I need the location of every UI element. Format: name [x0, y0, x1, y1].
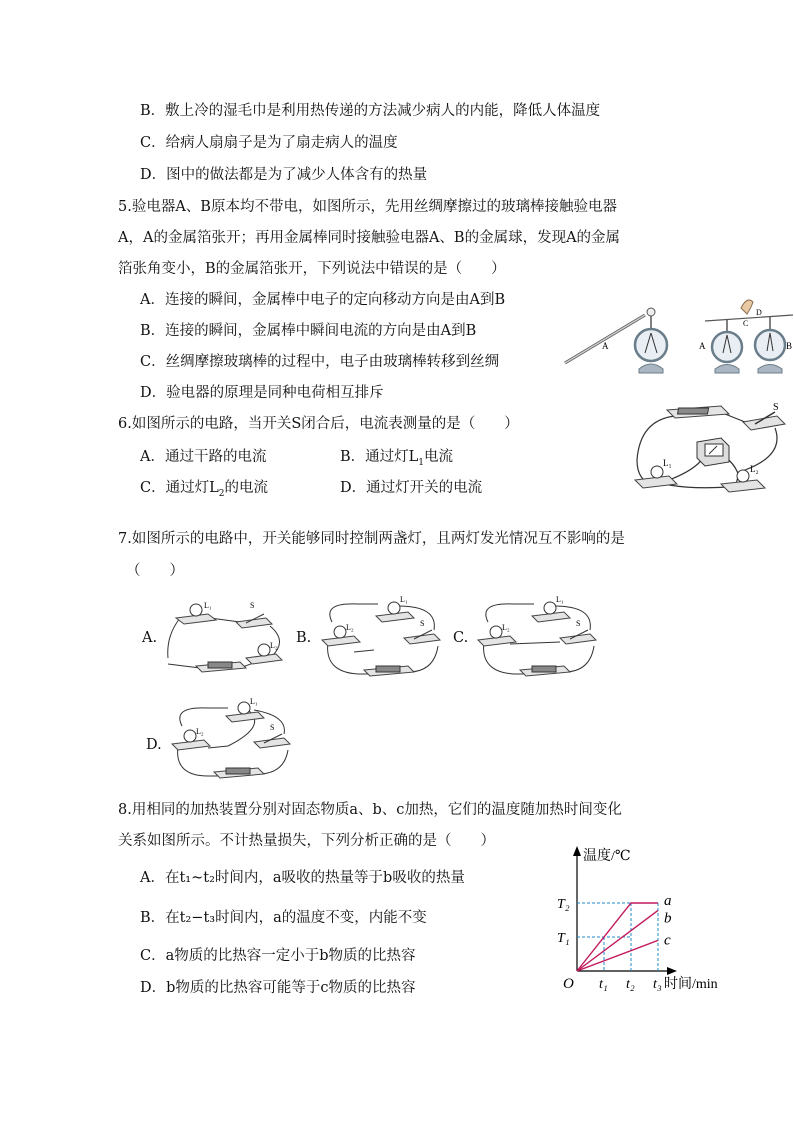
hand-icon	[741, 300, 753, 314]
label-s: S	[576, 619, 581, 628]
y-axis-arrow	[573, 846, 581, 856]
label-c: C	[743, 319, 749, 328]
q5-electroscope-figure	[555, 293, 794, 388]
q7-label-d: D.	[146, 737, 162, 753]
label-l1: L₁	[400, 595, 408, 604]
q8-option-a: A．在t₁~t₂时间内，a吸收的热量等于b吸收的热量	[140, 870, 465, 886]
q7-label-c: C.	[453, 630, 469, 646]
q7-label-a: A.	[142, 630, 158, 646]
q5-stem-line2: A，A的金属箔张开；再用金属棒同时接触验电器A、B的金属球，发现A的金属	[118, 230, 621, 246]
ammeter-icon	[697, 438, 729, 466]
label-l2: L₂	[502, 623, 510, 632]
label-s: S	[250, 601, 255, 610]
label-b: B	[786, 341, 793, 351]
q6-option-d: D．通过灯开关的电流	[340, 480, 483, 496]
q5-stem-line3: 箔张角变小，B的金属箔张开，下列说法中错误的是（ ）	[118, 261, 506, 277]
label-s: S	[420, 619, 425, 628]
q6-stem: 6.如图所示的电路，当开关S闭合后，电流表测量的是（ ）	[118, 416, 519, 432]
q7-label-b: B.	[296, 630, 312, 646]
label-l2: L₂	[196, 727, 204, 736]
x-tick-3: t₃	[653, 977, 662, 992]
metal-rod	[705, 315, 793, 321]
q6-circuit-figure	[625, 400, 790, 505]
label-d: D	[756, 308, 762, 317]
lamp-l2	[721, 464, 765, 492]
electroscope-b	[755, 317, 792, 373]
q8-option-d: D．b物质的比热容可能等于c物质的比热容	[140, 980, 416, 996]
y-tick-1: T₁	[557, 931, 570, 946]
q8-temperature-chart	[555, 838, 755, 998]
series-label-a: a	[664, 893, 672, 909]
q6-option-a: A．通过干路的电流	[140, 449, 267, 465]
label-l1: L₁	[204, 601, 212, 610]
label-s: S	[270, 723, 275, 732]
q6-option-b: B．通过灯$L_1$电流	[340, 449, 454, 468]
q4-option-d: D．图中的做法都是为了减少人体含有的热量	[140, 167, 428, 183]
q5-option-b: B．连接的瞬间，金属棒中瞬间电流的方向是由A到B	[140, 323, 477, 339]
label-a2: A	[699, 341, 706, 351]
q5-stem-line1: 5.验电器A、B原本均不带电，如图所示，先用丝绸摩擦过的玻璃棒接触验电器	[118, 199, 617, 215]
electroscope-a-left	[602, 308, 667, 373]
q7-circuit-a	[160, 596, 290, 676]
label-l1: L₁	[663, 458, 672, 468]
q8-option-c: C．a物质的比热容一定小于b物质的比热容	[140, 948, 416, 964]
label-l1: L₁	[556, 595, 564, 604]
q8-stem-line2: 关系如图所示。不计热量损失，下列分析正确的是（ ）	[118, 833, 495, 849]
q5-option-d: D．验电器的原理是同种电荷相互排斥	[140, 385, 384, 401]
q5-option-a: A．连接的瞬间，金属棒中电子的定向移动方向是由A到B	[140, 292, 506, 308]
switch-icon	[743, 402, 785, 430]
battery-icon	[667, 406, 729, 418]
q4-option-b: B．敷上冷的湿毛巾是利用热传递的方法减少病人的内能，降低人体温度	[140, 103, 601, 119]
q8-option-b: B．在t₂−t₃时间内，a的温度不变，内能不变	[140, 910, 427, 926]
label-s: S	[773, 402, 779, 413]
q7-stem-line1: 7.如图所示的电路中，开关能够同时控制两盏灯，且两灯发光情况互不影响的是	[118, 531, 625, 547]
q5-option-c: C．丝绸摩擦玻璃棒的过程中，电子由玻璃棒转移到丝绸	[140, 354, 500, 370]
lamp-l1	[635, 458, 677, 488]
y-axis-title: 温度/℃	[583, 849, 631, 864]
q7-circuit-b	[318, 592, 448, 678]
series-label-c: c	[664, 932, 671, 949]
x-tick-1: t₁	[599, 977, 608, 992]
axis-labels	[557, 847, 718, 992]
label-l1: L₁	[250, 697, 258, 706]
label-l2: L₂	[750, 464, 759, 474]
y-tick-2: T₂	[557, 897, 570, 912]
q7-circuit-c	[474, 592, 604, 678]
x-axis-arrow	[667, 967, 677, 975]
q7-stem-line2: （ ）	[126, 563, 184, 579]
series-label-b: b	[664, 910, 672, 927]
label-l2: L₂	[270, 641, 278, 650]
label-a1: A	[602, 341, 609, 351]
q6-option-c: C．通过灯$L_2$的电流	[140, 480, 268, 499]
x-tick-2: t₂	[626, 977, 635, 992]
q4-option-c: C．给病人扇扇子是为了扇走病人的温度	[140, 135, 398, 151]
origin-label: O	[563, 976, 574, 992]
q8-stem-line1: 8.用相同的加热装置分别对固态物质a、b、c加热，它们的温度随加热时间变化	[118, 802, 622, 818]
electroscope-a-right	[699, 320, 742, 373]
q7-circuit-d	[168, 696, 298, 782]
guide-lines	[577, 903, 658, 971]
label-l2: L₂	[346, 623, 354, 632]
x-axis-title: 时间/min	[664, 977, 718, 992]
